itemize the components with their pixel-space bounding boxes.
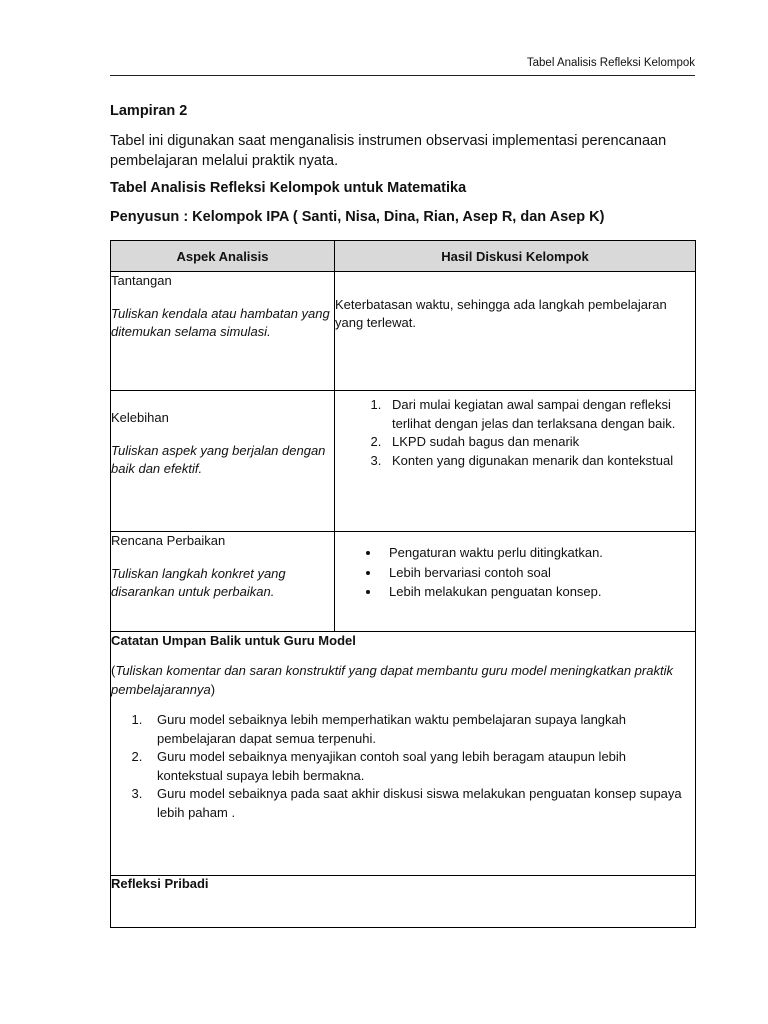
column-header-aspect: Aspek Analisis <box>111 241 335 272</box>
compiler-line: Penyusun : Kelompok IPA ( Santi, Nisa, Dina, Rian, Asep R, dan Asep K) <box>110 209 605 225</box>
list-item: 3. Guru model sebaiknya pada saat akhir diskusi siswa melakukan penguatan konsep supaya lebih paham . <box>146 785 695 822</box>
aspect-title: Tantangan <box>111 273 172 288</box>
table-row-improvement <box>111 532 696 632</box>
feedback-hint-text: Tuliskan komentar dan saran konstruktif yang dapat membantu guru model meningkatkan praktik pembelajarannya <box>111 663 673 697</box>
reflection-cell <box>111 876 696 928</box>
aspect-cell <box>111 391 335 532</box>
feedback-cell <box>111 632 696 876</box>
appendix-label: Lampiran 2 <box>110 103 188 119</box>
result-cell <box>335 391 696 532</box>
paren-open: ( <box>111 663 116 678</box>
paren-close: ) <box>210 682 216 697</box>
aspect-hint: Tuliskan kendala atau hambatan yang ditemukan selama simulasi. <box>111 306 330 339</box>
result-text: Keterbatasan waktu, sehingga ada langkah pembelajaran yang terlewat. <box>335 297 667 330</box>
list-item: 3. Konten yang digunakan menarik dan kontekstual <box>385 452 695 471</box>
intro-paragraph: Tabel ini digunakan saat menganalisis instrumen observasi implementasi perencanaan pembelajaran melalui praktik nyata. <box>110 133 667 169</box>
column-header-result: Hasil Diskusi Kelompok <box>335 241 696 272</box>
list-item: 2. Guru model sebaiknya menyajikan contoh soal yang lebih beragam ataupun lebih kontekstual supaya lebih bermakna. <box>146 748 695 785</box>
list-item: • Lebih melakukan penguatan konsep. <box>381 582 695 602</box>
feedback-list <box>111 711 695 823</box>
list-item: • Lebih bervariasi contoh soal <box>381 563 695 583</box>
list-item: 1. Dari mulai kegiatan awal sampai dengan refleksi terlihat dengan jelas dan terlaksana dengan baik. <box>385 396 695 433</box>
table-row-strengths <box>111 391 696 532</box>
result-cell <box>335 272 696 391</box>
list-item: 1. Guru model sebaiknya lebih memperhatikan waktu pembelajaran supaya langkah pembelajaran dapat semua terpenuhi. <box>146 711 695 748</box>
running-header-title: Tabel Analisis Refleksi Kelompok <box>526 57 695 69</box>
aspect-hint: Tuliskan langkah konkret yang disarankan untuk perbaikan. <box>111 566 286 599</box>
result-cell <box>335 532 696 632</box>
reflection-title: Refleksi Pribadi <box>111 876 209 891</box>
list-item: • Pengaturan waktu perlu ditingkatkan. <box>381 543 695 563</box>
feedback-title: Catatan Umpan Balik untuk Guru Model <box>111 633 356 648</box>
aspect-hint: Tuliskan aspek yang berjalan dengan baik dan efektif. <box>111 443 326 476</box>
aspect-title: Kelebihan <box>111 410 169 425</box>
feedback-hint <box>111 661 695 699</box>
improvement-list <box>335 543 695 602</box>
analysis-table <box>110 240 696 928</box>
table-row-challenge <box>111 272 696 391</box>
table-row-feedback <box>111 632 696 876</box>
aspect-cell <box>111 532 335 632</box>
table-row-reflection <box>111 876 696 928</box>
aspect-title: Rencana Perbaikan <box>111 533 226 548</box>
list-item: 2. LKPD sudah bagus dan menarik <box>385 433 695 452</box>
aspect-cell <box>111 272 335 391</box>
table-title: Tabel Analisis Refleksi Kelompok untuk Matematika <box>110 180 467 196</box>
table-header-row <box>111 241 696 272</box>
strengths-list <box>335 396 695 470</box>
running-header <box>110 57 695 76</box>
